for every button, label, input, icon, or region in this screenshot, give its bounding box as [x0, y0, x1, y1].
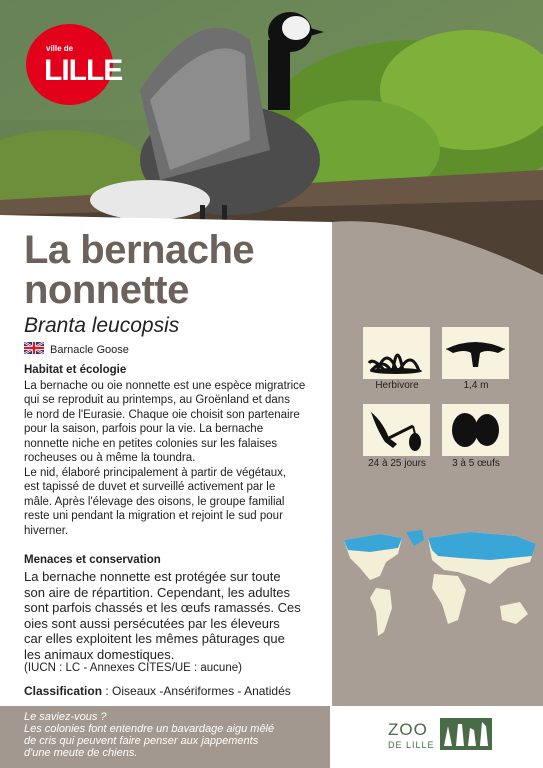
threats-line: La bernache nonnette est protégée sur toute: [24, 569, 281, 584]
habitat-p2-line: Le nid, élaboré principalement à partir de végétaux,: [24, 467, 287, 479]
species-title: [24, 230, 254, 310]
did-you-know-box: [0, 706, 330, 768]
classification-label: Classification: [24, 684, 103, 698]
threats-paragraph: [24, 569, 324, 663]
english-name: Barnacle Goose: [50, 343, 129, 356]
zoo-logo-line2: DE LILLE: [388, 740, 435, 750]
habitat-p1-line: le nord de l'Eurasie. Chaque oie choisit son partenaire: [24, 408, 300, 421]
fact-tile-eggs: [442, 404, 509, 456]
habitat-p2-line: mâle. Après l'élevage des oisons, le groupe familial: [24, 495, 285, 508]
habitat-paragraph-1: [24, 379, 328, 465]
conservation-status: (IUCN : LC - Annexes CITES/UE : aucune): [24, 662, 242, 674]
habitat-paragraph-2: [24, 466, 328, 538]
did-you-know-line: Les colonies font entendre un bavardage aigu mêlé: [24, 723, 275, 735]
habitat-p2-line: est tapissé de duvet et surveillé activement par le: [24, 481, 276, 494]
fact-label-wingspan: 1,4 m: [463, 380, 489, 391]
threats-heading: Menaces et conservation: [24, 554, 161, 566]
fact-tile-diet: [363, 327, 430, 379]
habitat-p2-line: reste uni pendant la migration et rejoint le sud pour: [24, 510, 283, 523]
zoo-de-lille-logo[interactable]: [380, 714, 520, 758]
fact-label-diet: Herbivore: [375, 380, 419, 391]
fact-label-eggs: 3 à 5 œufs: [452, 458, 500, 469]
uk-flag-icon: [24, 342, 44, 357]
threats-line: son aire de répartition. Cependant, les adultes: [24, 584, 290, 600]
habitat-heading: Habitat et écologie: [24, 364, 127, 376]
species-title-line1: La bernache: [24, 228, 255, 272]
threats-line: car elles exploitent les mêmes pâturages que: [24, 631, 285, 647]
threats-line: oies sont aussi persécutées par les éleveurs: [24, 615, 280, 631]
english-name-row: [24, 342, 129, 357]
did-you-know-line: de cris qui peuvent faire penser aux jappements: [24, 735, 259, 747]
did-you-know-line: d'une meute de chiens.: [24, 747, 138, 759]
threats-line: les animaux domestiques.: [24, 646, 175, 662]
threats-line: sont parfois chassés et les œufs ramassés. Ces: [24, 600, 301, 616]
habitat-p2-line: hiverner.: [24, 524, 69, 537]
habitat-p1-line: nonnette niche en petites colonies sur les falaises: [24, 437, 278, 450]
ville-de-lille-logo[interactable]: [26, 24, 123, 105]
classification: [24, 684, 291, 698]
fact-tile-wingspan: [442, 327, 509, 379]
world-map-icon: [340, 528, 540, 648]
ville-de-lille-logo-line2: LILLE: [44, 54, 123, 87]
did-you-know-title: Le saviez-vous ?: [24, 711, 107, 723]
habitat-p1-line: La bernache ou oie nonnette est une espèce migratrice: [24, 380, 306, 392]
ville-de-lille-logo-line1: ville de: [46, 44, 74, 53]
fact-tile-incubation: [363, 404, 430, 456]
habitat-p1-line: pour la saison, parfois pour la vie. La bernache: [24, 423, 264, 436]
zoo-animals-icon: [440, 718, 492, 755]
zoo-logo-line1: ZOO: [388, 720, 428, 739]
latin-name: Branta leucopsis: [24, 314, 180, 337]
fact-label-incubation: 24 à 25 jours: [368, 458, 426, 469]
habitat-p1-line: qui se reproduit au printemps, au Groënland et dans: [24, 394, 290, 407]
species-title-line2: nonnette: [24, 268, 189, 312]
habitat-p1-line: rocheuses ou à même la toundra.: [24, 452, 196, 465]
classification-value: : Oiseaux -Ansériformes - Anatidés: [102, 684, 291, 698]
